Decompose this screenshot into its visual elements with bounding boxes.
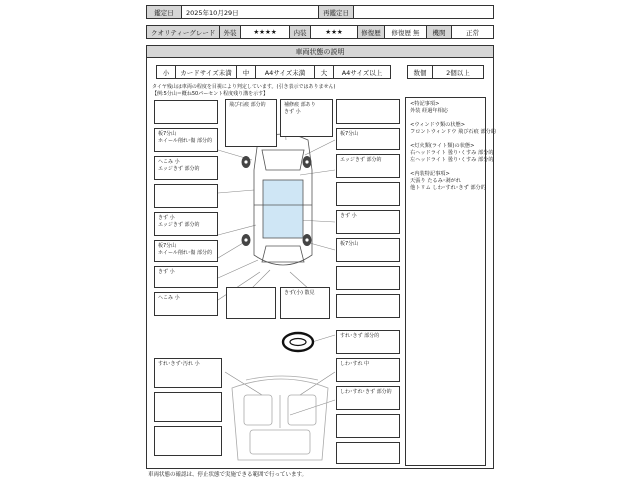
damage-box-left-door: きず 小 エッジきず 部分的 xyxy=(154,212,218,236)
machinery-label: 機関 xyxy=(426,25,452,39)
damage-box-right-top xyxy=(336,99,400,124)
count-value: 2個以上 xyxy=(432,65,484,79)
size-small-label: 小 xyxy=(156,65,176,79)
notes-line: フロントウィンドウ 飛び石痕 部分的 xyxy=(410,129,496,135)
exterior-stars: ★★★★ xyxy=(240,25,290,39)
inspection-date-value: 2025年10月29日 xyxy=(181,5,319,19)
notes-line: 外装 経過年相応 xyxy=(410,108,448,114)
damage-box-left-rear: へこみ 小 xyxy=(154,292,218,316)
leader-lines xyxy=(218,125,335,415)
repair-history-value: 修復歴 無 xyxy=(384,25,427,39)
damage-box-interior-right-4 xyxy=(336,442,400,464)
damage-box-right-empty-3 xyxy=(336,294,400,318)
damage-box-interior-right-2: しわ･すれ･きず 部分的 xyxy=(336,386,400,410)
notes-line: 右ヘッドライト 曇り･くすみ 部分的 xyxy=(410,150,494,156)
notes-line: 他トリム しわ･すれ･きず 部分的 xyxy=(410,185,486,191)
car-interior-outline xyxy=(232,376,328,460)
tire-note-line2: 【例:5分山＝概ね50パーセント程度残り溝を示す】 xyxy=(152,91,269,97)
damage-box-front-bumper: 補修痕 部あり きず 小 xyxy=(280,99,333,137)
damage-box-right-empty-2 xyxy=(336,266,400,290)
count-label: 数個 xyxy=(407,65,433,79)
damage-box-left-quarter: きず 小 xyxy=(154,266,218,288)
damage-box-right-rear-tire: 板7分山 xyxy=(336,238,400,262)
damage-box-front-windshield: 飛び石痕 部分的 xyxy=(225,99,277,147)
size-medium-label: 中 xyxy=(236,65,256,79)
damage-box-interior-right-1: しわ･すれ 中 xyxy=(336,358,400,382)
repair-history-label: 修復歴 xyxy=(357,25,385,39)
reinspection-date-label: 再鑑定日 xyxy=(318,5,354,19)
interior-stars: ★★★ xyxy=(310,25,358,39)
size-large-label: 大 xyxy=(314,65,334,79)
notes-line: 左ヘッドライト 曇り･くすみ 部分的 xyxy=(410,157,494,163)
damage-box-left-empty-1 xyxy=(154,184,218,208)
damage-box-left-rear-tire: 板7分山 ホイール削れ･傷 部分的 xyxy=(154,240,218,262)
car-exterior-outline xyxy=(254,134,312,265)
damage-box-left-front-fender: へこみ 小 エッジきず 部分的 xyxy=(154,156,218,180)
notes-line: <特記事項> xyxy=(410,101,440,107)
size-small-value: カードサイズ未満 xyxy=(175,65,237,79)
damage-box-interior-left-3 xyxy=(154,426,222,456)
damage-box-rear-left xyxy=(226,287,276,319)
damage-box-right-front-fender: エッジきず 部分的 xyxy=(336,154,400,178)
damage-box-right-door: きず 小 xyxy=(336,210,400,234)
notes-line: 天張り たるみ･剥がれ xyxy=(410,178,461,184)
notes-line: <灯火類(ライト類)の状態> xyxy=(410,143,475,149)
section-title: 車両状態の説明 xyxy=(146,45,494,58)
damage-box-interior-left-2 xyxy=(154,392,222,422)
damage-box-right-front-tire: 板7分山 xyxy=(336,128,400,150)
damage-box-interior-left: すれ･きず･汚れ 小 xyxy=(154,358,222,388)
damage-box-steering: すれ･きず 部分的 xyxy=(336,330,400,354)
damage-box-left-top xyxy=(154,100,218,124)
size-medium-value: A4サイズ未満 xyxy=(255,65,315,79)
interior-label: 内装 xyxy=(289,25,311,39)
damage-box-interior-right-3 xyxy=(336,414,400,438)
damage-box-rear-center: きず(小) 散見 xyxy=(280,287,330,319)
notes-line: <内装特記事項> xyxy=(410,171,450,177)
damage-box-left-front-tire: 板7分山 ホイール削れ･傷 部分的 xyxy=(154,128,218,152)
notes-line: <ウィンドウ類の状態> xyxy=(410,122,466,128)
quality-grade-label: クオリティーグレード xyxy=(146,25,220,39)
exterior-label: 外装 xyxy=(219,25,241,39)
damage-box-right-empty-1 xyxy=(336,182,400,206)
inspection-date-label: 鑑定日 xyxy=(146,5,182,19)
machinery-value: 正常 xyxy=(451,25,494,39)
size-large-value: A4サイズ以上 xyxy=(333,65,391,79)
steering-wheel-icon xyxy=(283,333,313,351)
tire-note-line1: タイヤ残山は車両の程度を目視により判定しています。(引き表示ではありません) xyxy=(152,84,336,90)
footer-note: 車両状態の確認は、停止状態で実施できる範囲で行っています。 xyxy=(148,472,308,478)
